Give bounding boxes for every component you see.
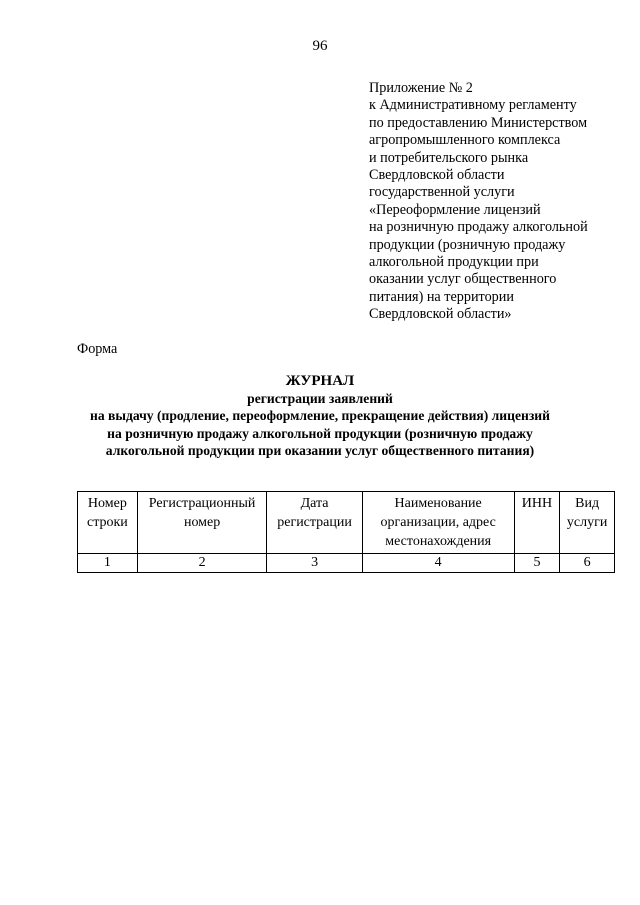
column-number: 6 bbox=[560, 554, 615, 573]
journal-subtitle-line: на выдачу (продление, переоформление, прекращение действия) лицензий bbox=[90, 408, 550, 424]
column-header-registration-number: Регистрационный номер bbox=[137, 492, 267, 554]
appendix-line: по предоставлению Министерством bbox=[369, 114, 588, 131]
appendix-line: продукции (розничную продажу bbox=[369, 236, 566, 253]
column-header-row-number: Номер строки bbox=[78, 492, 138, 554]
column-number: 1 bbox=[78, 554, 138, 573]
column-number: 3 bbox=[267, 554, 362, 573]
journal-subtitle-line: регистрации заявлений bbox=[247, 391, 393, 406]
appendix-line: Свердловской области» bbox=[369, 306, 512, 323]
appendix-line: к Административному регламенту bbox=[369, 97, 577, 114]
appendix-line: «Переоформление лицензий bbox=[369, 201, 541, 218]
table-numbering-row bbox=[78, 554, 615, 573]
journal-title-block bbox=[40, 372, 600, 460]
column-header-registration-date: Дата регистрации bbox=[267, 492, 362, 554]
column-number: 2 bbox=[137, 554, 267, 573]
appendix-line: агропромышленного комплекса bbox=[369, 132, 561, 149]
appendix-line: алкогольной продукции при bbox=[369, 254, 539, 271]
column-header-inn: ИНН bbox=[514, 492, 560, 554]
journal-table bbox=[77, 491, 615, 573]
appendix-line: питания) на территории bbox=[369, 288, 514, 305]
page-number: 96 bbox=[312, 38, 328, 54]
appendix-line: на розничную продажу алкогольной bbox=[369, 219, 588, 236]
column-header-service-type: Вид услуги bbox=[560, 492, 615, 554]
appendix-line: и потребительского рынка bbox=[369, 149, 529, 166]
appendix-line: Свердловской области bbox=[369, 167, 505, 184]
appendix-line: оказании услуг общественного bbox=[369, 271, 557, 288]
journal-title: ЖУРНАЛ bbox=[285, 373, 355, 389]
table-header-row bbox=[78, 492, 615, 554]
column-header-organization: Наименование организации, адрес местонахождения bbox=[362, 492, 514, 554]
journal-subtitle-line: алкогольной продукции при оказании услуг общественного питания) bbox=[105, 443, 535, 459]
form-label: Форма bbox=[77, 341, 118, 357]
column-number: 5 bbox=[514, 554, 560, 573]
journal-subtitle-line: на розничную продажу алкогольной продукции (розничную продажу bbox=[107, 425, 533, 441]
appendix-line: Приложение № 2 bbox=[369, 80, 473, 96]
appendix-line: государственной услуги bbox=[369, 184, 515, 201]
column-number: 4 bbox=[362, 554, 514, 573]
appendix-block bbox=[369, 80, 629, 324]
